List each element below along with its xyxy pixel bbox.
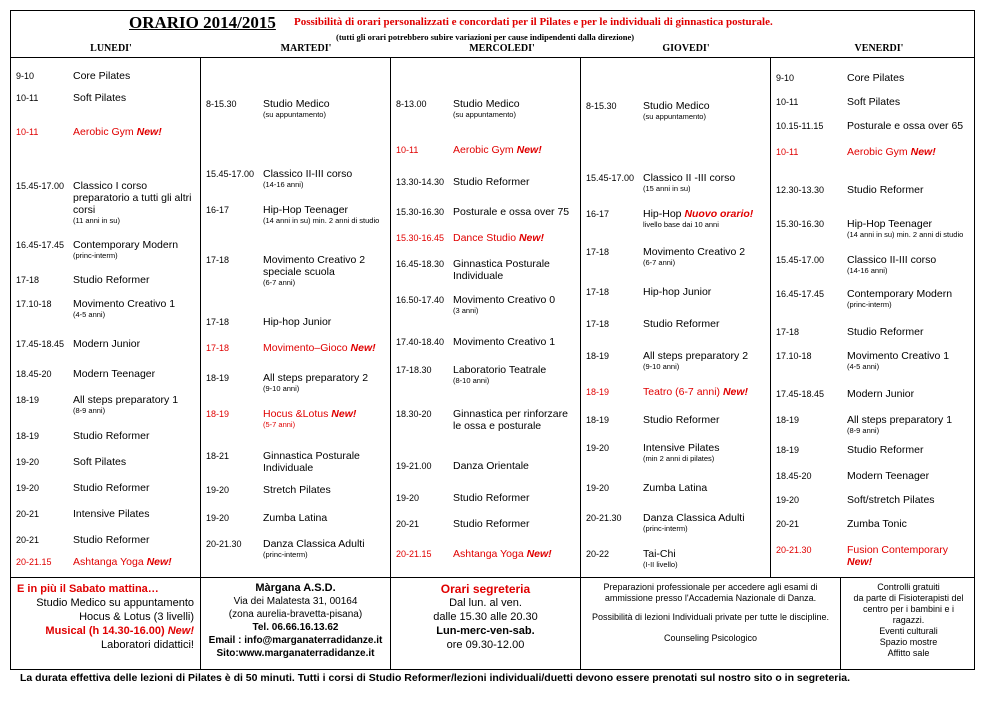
class-detail: (8-10 anni) <box>453 376 490 385</box>
class-name: Aerobic Gym New! <box>453 144 542 156</box>
class-detail: (11 anni in su) <box>73 216 120 225</box>
class-name: Movimento Creativo 1 <box>453 336 556 348</box>
class-detail: (min 2 anni di pilates) <box>643 454 715 463</box>
extras-line: Eventi culturali <box>879 626 938 636</box>
class-time: 9-10 <box>16 71 35 81</box>
class-name: Aerobic Gym New! <box>847 146 936 158</box>
class-name: Studio Reformer <box>453 492 530 504</box>
saturday-musical: Musical (h 14.30-16.00) <box>45 625 165 637</box>
class-name: All steps preparatory 1 (8-9 anni) <box>73 394 196 415</box>
association-name: Màrgana A.S.D. <box>255 582 336 594</box>
class-time: 18-19 <box>16 395 40 405</box>
office-hours-line: Dal lun. al ven. <box>449 597 522 609</box>
class-time: 19-20 <box>586 483 610 493</box>
class-detail: (9-10 anni) <box>643 362 680 371</box>
saturday-box <box>11 578 201 669</box>
class-time: 17-18 <box>206 317 230 327</box>
class-name: Tai-Chi (I-II livello) <box>643 548 766 569</box>
class-time: 17.45-18.45 <box>776 389 825 399</box>
class-time: 19-20 <box>16 483 40 493</box>
class-detail: (princ-interm) <box>643 524 688 533</box>
class-name: Studio Reformer <box>643 318 720 330</box>
class-detail: livello base dai 10 anni <box>643 220 719 229</box>
class-name: All steps preparatory 2 (9-10 anni) <box>643 350 766 371</box>
new-badge: New! <box>167 625 194 637</box>
service-line: Preparazioni professionale per accedere agli esami di ammissione presso l'Accademia Nazionale di Danza. <box>603 582 818 603</box>
class-time: 18-19 <box>206 373 230 383</box>
class-name: Modern Junior <box>73 338 141 350</box>
class-name: Ginnastica Posturale Individuale <box>453 258 550 282</box>
class-detail: (8-9 anni) <box>73 406 106 415</box>
saturday-title: E in più il Sabato mattina… <box>17 583 159 595</box>
class-time: 20-21 <box>16 535 40 545</box>
class-name: Studio Medico (su appuntamento) <box>453 98 576 119</box>
column-lunedi <box>11 58 201 577</box>
class-name: Ashtanga Yoga New! <box>73 556 172 568</box>
class-time: 10-11 <box>396 145 419 155</box>
class-time: 18.45-20 <box>16 369 52 379</box>
class-name: Teatro (6-7 anni) New! <box>643 386 749 398</box>
class-detail: (I-II livello) <box>643 560 678 569</box>
class-name: Hip-Hop Nuovo orario! livello base dai 10 anni <box>643 208 766 229</box>
class-name: Movimento Creativo 0 (3 anni) <box>453 294 576 315</box>
class-name: Soft Pilates <box>73 92 127 104</box>
class-name: Zumba Latina <box>263 512 328 524</box>
class-time: 16.45-18.30 <box>396 259 445 269</box>
service-line: Possibilità di lezioni Individuali private per tutte le discipline. <box>591 612 830 622</box>
class-time: 19-21.00 <box>396 461 432 471</box>
class-time: 18-19 <box>16 431 40 441</box>
office-hours-title: Orari segreteria <box>440 582 531 596</box>
class-detail: (14 anni in su) min. 2 anni di studio <box>263 216 380 225</box>
class-time: 18-19 <box>776 445 800 455</box>
class-detail: (su appuntamento) <box>643 112 706 121</box>
class-name: Danza Classica Adulti (princ-interm) <box>643 512 766 533</box>
class-name: Ginnastica per rinforzare le ossa e posturale <box>453 408 568 432</box>
class-name: Movimento–Gioco New! <box>263 342 376 354</box>
class-time: 10.15-11.15 <box>776 121 824 131</box>
class-time: 16-17 <box>206 205 230 215</box>
new-badge: New! <box>516 144 542 156</box>
class-name: Modern Teenager <box>847 470 930 482</box>
class-time: 20-21 <box>16 509 40 519</box>
extras-box <box>841 578 976 669</box>
class-time: 18.45-20 <box>776 471 812 481</box>
class-name: Zumba Tonic <box>847 518 907 530</box>
class-name: Core Pilates <box>73 70 131 82</box>
class-time: 16.50-17.40 <box>396 295 445 305</box>
class-detail: (4-5 anni) <box>73 310 106 319</box>
class-detail: (9-10 anni) <box>263 384 300 393</box>
class-time: 16.45-17.45 <box>776 289 825 299</box>
class-name: Studio Reformer <box>847 184 924 196</box>
class-name: Aerobic Gym New! <box>73 126 162 138</box>
class-time: 19-20 <box>206 513 230 523</box>
class-time: 17-18 <box>586 287 610 297</box>
class-name: Soft/stretch Pilates <box>847 494 935 506</box>
class-detail: (princ-interm) <box>263 550 308 559</box>
office-hours-line: Lun-merc-ven-sab. <box>436 625 535 637</box>
page-title: ORARIO 2014/2015 <box>129 13 276 32</box>
extras-line: da parte di Fisioterapisti del centro per i bambini e i ragazzi. <box>853 593 964 625</box>
contacts-box <box>201 578 391 669</box>
class-time: 17.10-18 <box>16 299 52 309</box>
day-header-lunedi: LUNEDI' <box>90 43 132 54</box>
class-detail: (su appuntamento) <box>263 110 326 119</box>
class-name: Studio Reformer <box>73 534 150 546</box>
class-name: Intensive Pilates <box>73 508 150 520</box>
class-name: Zumba Latina <box>643 482 708 494</box>
class-detail: (14 anni in su) min. 2 anni di studio <box>847 230 964 239</box>
class-time: 10-11 <box>776 97 799 107</box>
class-name: Soft Pilates <box>73 456 127 468</box>
class-time: 18-19 <box>586 387 610 397</box>
class-time: 17-18.30 <box>396 365 432 375</box>
class-detail: (6-7 anni) <box>643 258 676 267</box>
class-name: Modern Junior <box>847 388 915 400</box>
class-time: 20-22 <box>586 549 610 559</box>
class-name: All steps preparatory 2 (9-10 anni) <box>263 372 386 393</box>
saturday-line: Laboratori didattici! <box>101 639 194 651</box>
new-badge: New! <box>910 146 936 158</box>
class-time: 18-19 <box>586 351 610 361</box>
class-time: 20-21.15 <box>396 549 432 559</box>
new-badge: New! <box>722 386 749 398</box>
column-mercoledi <box>391 58 581 577</box>
saturday-line: Hocus & Lotus (3 livelli) <box>79 611 194 623</box>
class-time: 17-18 <box>776 327 800 337</box>
address: Via dei Malatesta 31, 00164 <box>233 596 358 607</box>
class-name: Contemporary Modern (princ-interm) <box>847 288 972 309</box>
new-badge: New! <box>136 126 162 138</box>
class-name: Dance Studio New! <box>453 232 545 244</box>
office-hours-line: ore 09.30-12.00 <box>446 639 525 651</box>
class-time: 12.30-13.30 <box>776 185 825 195</box>
page-subtitle: Possibilità di orari personalizzati e concordati per il Pilates e per le individuali di ginnastica posturale. <box>294 16 773 28</box>
extras-line: Spazio mostre <box>879 637 938 647</box>
class-detail: (3 anni) <box>453 306 479 315</box>
class-name: Core Pilates <box>847 72 905 84</box>
class-name: Classico II -III corso (15 anni in su) <box>643 172 766 193</box>
day-headers <box>10 43 975 57</box>
class-time: 20-21.30 <box>206 539 242 549</box>
class-time: 16.45-17.45 <box>16 240 65 250</box>
class-time: 8-15.30 <box>206 99 237 109</box>
day-header-giovedi: GIOVEDI' <box>662 43 710 54</box>
class-time: 8-15.30 <box>586 101 617 111</box>
new-badge: New! <box>331 408 357 420</box>
class-name: Movimento Creativo 2 speciale scuola (6-7 anni) <box>263 254 386 287</box>
class-time: 18-19 <box>206 409 230 419</box>
class-name: Studio Reformer <box>453 176 530 188</box>
class-time: 17.10-18 <box>776 351 812 361</box>
phone: Tel. 06.66.16.13.62 <box>252 622 339 633</box>
class-name: Posturale e ossa over 75 <box>453 206 570 218</box>
services-box <box>581 578 841 669</box>
class-name: Studio Medico (su appuntamento) <box>643 100 766 121</box>
class-name: Hip-hop Junior <box>263 316 332 328</box>
class-name: Posturale e ossa over 65 <box>847 120 964 132</box>
saturday-line: Studio Medico su appuntamento <box>36 597 194 609</box>
class-detail: (8-9 anni) <box>847 426 880 435</box>
address-zone: (zona aurelia-bravetta-pisana) <box>228 609 363 620</box>
class-name: Ginnastica Posturale Individuale <box>263 450 360 474</box>
new-badge: Nuovo orario! <box>684 208 754 220</box>
class-time: 17-18 <box>586 319 610 329</box>
class-time: 10-11 <box>16 127 39 137</box>
class-detail: (15 anni in su) <box>643 184 691 193</box>
class-name: Intensive Pilates (min 2 anni di pilates) <box>643 442 766 463</box>
class-detail: (5-7 anni) <box>263 420 296 429</box>
class-name: Hocus &Lotus New! (5-7 anni) <box>263 408 386 429</box>
day-header-venerdi: VENERDI' <box>854 43 904 54</box>
class-time: 17-18 <box>206 255 230 265</box>
class-time: 20-21.30 <box>586 513 622 523</box>
new-badge: New! <box>350 342 376 354</box>
class-name: All steps preparatory 1 (8-9 anni) <box>847 414 972 435</box>
email-link[interactable]: Email : info@marganaterradidanze.it <box>208 635 383 646</box>
column-martedi <box>201 58 391 577</box>
class-name: Studio Medico (su appuntamento) <box>263 98 386 119</box>
class-name: Studio Reformer <box>453 518 530 530</box>
class-name: Studio Reformer <box>643 414 720 426</box>
class-detail: (princ-interm) <box>847 300 892 309</box>
new-badge: New! <box>526 548 552 560</box>
class-name: Modern Teenager <box>73 368 156 380</box>
class-time: 8-13.00 <box>396 99 427 109</box>
class-name: Stretch Pilates <box>263 484 331 496</box>
class-detail: (su appuntamento) <box>453 110 516 119</box>
class-time: 17.45-18.45 <box>16 339 65 349</box>
schedule-note: (tutti gli orari potrebbero subire variazioni per cause indipendenti dalla direzione) <box>336 32 635 42</box>
class-name: Hip-hop Junior <box>643 286 712 298</box>
class-time: 19-20 <box>396 493 420 503</box>
class-name: Movimento Creativo 1 (4-5 anni) <box>73 298 196 319</box>
class-time: 17-18 <box>586 247 610 257</box>
class-name: Danza Orientale <box>453 460 529 472</box>
class-name: Contemporary Modern (princ-interm) <box>73 239 196 260</box>
class-name: Studio Reformer <box>73 430 150 442</box>
class-time: 15.45-17.00 <box>16 181 65 191</box>
class-name: Classico II-III corso (14-16 anni) <box>847 254 972 275</box>
class-time: 18-21 <box>206 451 230 461</box>
class-name: Hip-Hop Teenager (14 anni in su) min. 2 anni di studio <box>263 204 386 225</box>
new-badge: New! <box>518 232 545 244</box>
service-line: Counseling Psicologico <box>663 633 758 643</box>
day-header-martedi: MARTEDI' <box>280 43 332 54</box>
footer-note: La durata effettiva delle lezioni di Pilates è di 50 minuti. Tutti i corsi di Studio Reformer/lezioni individuali/duetti devono essere prenotati sul nostro sito o in segreteria. <box>20 672 851 684</box>
class-time: 10-11 <box>16 93 39 103</box>
class-time: 15.45-17.00 <box>206 169 255 179</box>
class-time: 17.40-18.40 <box>396 337 445 347</box>
class-name: Fusion Contemporary New! <box>847 544 948 568</box>
class-time: 17-18 <box>16 275 40 285</box>
class-name: Classico II-III corso (14-16 anni) <box>263 168 386 189</box>
class-name: Classico I corso preparatorio a tutti gli altri corsi (11 anni in su) <box>73 180 196 225</box>
class-time: 15.30-16.30 <box>396 207 445 217</box>
class-detail: (6-7 anni) <box>263 278 296 287</box>
class-time: 13.30-14.30 <box>396 177 445 187</box>
extras-line: Controlli gratuiti <box>877 582 940 592</box>
class-time: 9-10 <box>776 73 795 83</box>
day-header-mercoledi: MERCOLEDI' <box>469 43 535 54</box>
info-section <box>10 578 975 670</box>
class-time: 20-21 <box>776 519 800 529</box>
website-link[interactable]: Sito:www.marganaterradidanze.it <box>216 648 375 659</box>
class-name: Movimento Creativo 1 (4-5 anni) <box>847 350 972 371</box>
class-time: 19-20 <box>16 457 40 467</box>
class-detail: (4-5 anni) <box>847 362 880 371</box>
class-time: 15.45-17.00 <box>586 173 635 183</box>
class-time: 20-21.30 <box>776 545 812 555</box>
class-time: 19-20 <box>206 485 230 495</box>
class-time: 20-21.15 <box>16 557 52 567</box>
class-name: Movimento Creativo 2 (6-7 anni) <box>643 246 766 267</box>
new-badge: New! <box>847 556 873 568</box>
class-time: 17-18 <box>206 343 230 353</box>
class-name: Studio Reformer <box>73 482 150 494</box>
office-hours-box <box>391 578 581 669</box>
class-time: 10-11 <box>776 147 799 157</box>
class-time: 19-20 <box>586 443 610 453</box>
class-name: Studio Reformer <box>73 274 150 286</box>
class-name: Danza Classica Adulti (princ-interm) <box>263 538 386 559</box>
class-name: Hip-Hop Teenager (14 anni in su) min. 2 anni di studio <box>847 218 972 239</box>
class-detail: (14-16 anni) <box>263 180 304 189</box>
class-name: Studio Reformer <box>847 444 924 456</box>
class-detail: (princ-interm) <box>73 251 118 260</box>
schedule-grid <box>10 57 975 578</box>
extras-line: Affitto sale <box>887 648 930 658</box>
schedule-page <box>10 10 975 684</box>
new-badge: New! <box>146 556 172 568</box>
class-time: 20-21 <box>396 519 420 529</box>
class-time: 15.45-17.00 <box>776 255 825 265</box>
class-time: 19-20 <box>776 495 800 505</box>
column-venerdi <box>771 58 976 577</box>
office-hours-line: dalle 15.30 alle 20.30 <box>433 611 538 623</box>
column-giovedi <box>581 58 771 577</box>
class-time: 18.30-20 <box>396 409 432 419</box>
class-name: Studio Reformer <box>847 326 924 338</box>
class-name: Ashtanga Yoga New! <box>453 548 552 560</box>
class-time: 16-17 <box>586 209 610 219</box>
class-time: 18-19 <box>776 415 800 425</box>
class-time: 15.30-16.45 <box>396 233 445 243</box>
class-time: 15.30-16.30 <box>776 219 825 229</box>
class-time: 18-19 <box>586 415 610 425</box>
class-detail: (14-16 anni) <box>847 266 888 275</box>
class-name: Laboratorio Teatrale (8-10 anni) <box>453 364 576 385</box>
class-name: Soft Pilates <box>847 96 901 108</box>
